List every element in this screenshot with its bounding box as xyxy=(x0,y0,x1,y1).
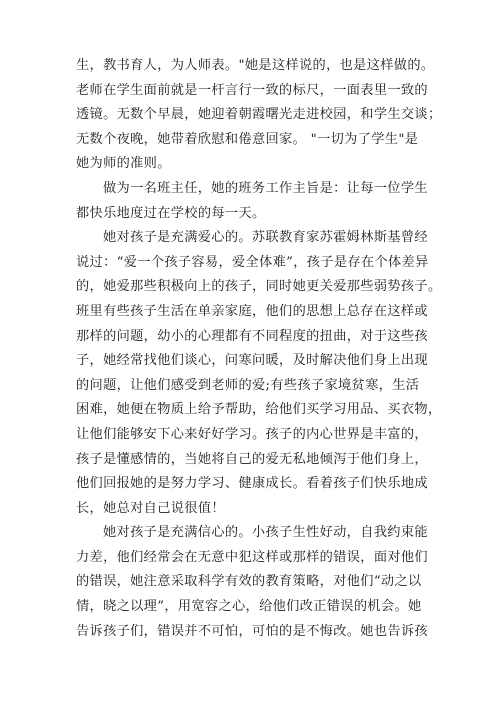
text-line-22: 的错误，她注意采取科学有效的教育策略，对他们“动之以 xyxy=(76,574,422,590)
text-line-17: 孩子是懂感情的，当她将自己的爱无私地倾泻于他们身上， xyxy=(76,451,428,467)
text-line-19: 长，她总对自己说很值！ xyxy=(76,500,225,516)
text-line-2: 老师在学生面前就是一杆言行一致的标尺，一面表里一致的 xyxy=(76,82,428,98)
text-line-23: 情，晓之以理”，用宽容之心，给他们改正错误的机会。她 xyxy=(76,599,422,615)
text-line-8: 她对孩子是充满爱心的。苏联教育家苏霍姆林斯基曾经 xyxy=(103,230,428,246)
text-line-9: 说过：“爱一个孩子容易，爱全体难”，孩子是存在个体差异 xyxy=(76,254,429,270)
text-line-11: 班里有些孩子生活在单亲家庭，他们的思想上总存在这样或 xyxy=(76,303,428,319)
document-body xyxy=(76,54,442,644)
text-line-3: 透镜。无数个早晨，她迎着朝霞曙光走进校园，和学生交谈； xyxy=(76,107,442,123)
text-line-15: 困难，她便在物质上给予帮助，给他们买学习用品、买衣物， xyxy=(76,402,442,418)
text-line-20: 她对孩子是充满信心的。小孩子生性好动，自我约束能 xyxy=(103,525,428,541)
text-line-13: 子，她经常找他们谈心，问寒问暖，及时解决他们身上出现 xyxy=(76,353,428,369)
text-line-1: 生，教书育人，为人师表。"她是这样说的，也是这样做的。 xyxy=(76,58,435,73)
text-line-21: 力差，他们经常会在无意中犯这样或那样的错误，面对他们 xyxy=(76,549,428,565)
text-line-4: 无数个夜晚，她带着欣慰和倦意回家。 "一切为了学生"是 xyxy=(76,131,419,147)
text-line-10: 的，她爱那些积极向上的孩子，同时她更关爱那些弱势孩子。 xyxy=(76,279,442,295)
text-line-12: 那样的问题，幼小的心理都有不同程度的扭曲，对于这些孩 xyxy=(76,328,428,344)
text-line-16: 让他们能够安下心来好好学习。孩子的内心世界是丰富的， xyxy=(76,426,428,442)
text-line-24: 告诉孩子们，错误并不可怕，可怕的是不悔改。她也告诉孩 xyxy=(76,623,428,639)
text-line-7: 都快乐地度过在学校的每一天。 xyxy=(76,205,266,221)
text-line-5: 她为师的准则。 xyxy=(76,156,171,172)
text-line-6: 做为一名班主任，她的班务工作主旨是：让每一位学生 xyxy=(103,180,428,196)
text-line-18: 他们回报她的是努力学习、健康成长。看着孩子们快乐地成 xyxy=(76,476,428,492)
text-line-14: 的问题，让他们感受到老师的爱;有些孩子家境贫寒，生活 xyxy=(76,377,420,393)
